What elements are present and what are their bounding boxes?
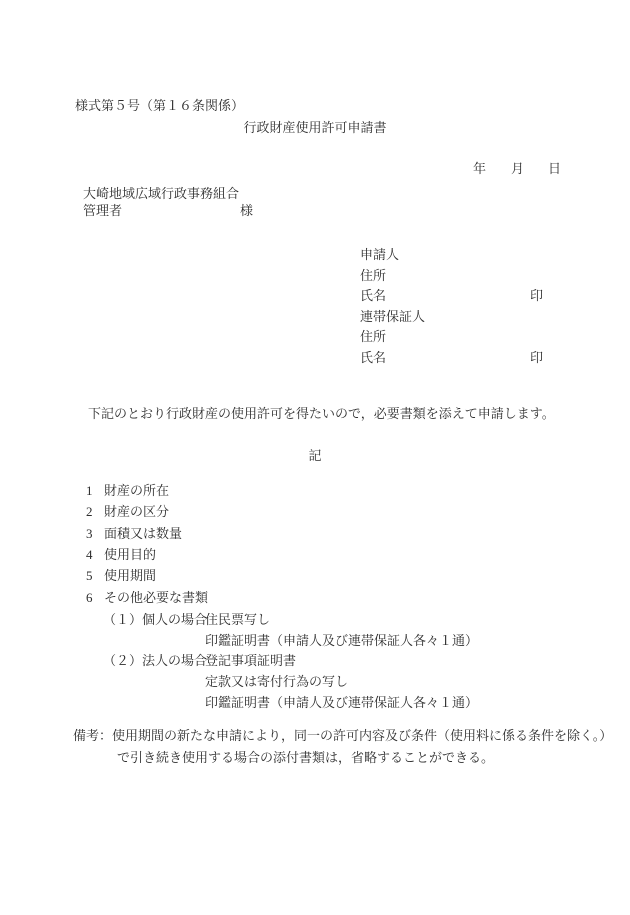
record-marker: 記 (308, 448, 322, 463)
date-month-label: 月 (511, 161, 525, 176)
remarks-line-2: で引き続き使用する場合の添付書類は，省略することができる。 (117, 750, 495, 765)
sub-item-row (103, 612, 563, 627)
remarks-line-1: 備考：使用期間の新たな申請により，同一の許可内容及び条件（使用料に係る条件を除く。） (73, 728, 613, 743)
list-item (86, 547, 526, 562)
item-label: 面積又は数量 (104, 526, 183, 541)
sub-item-text: 印鑑証明書（申請人及び連帯保証人各々１通） (205, 695, 479, 710)
item-label: 財産の区分 (104, 504, 170, 519)
date-day-label: 日 (548, 161, 562, 176)
sub-item-text: 印鑑証明書（申請人及び連帯保証人各々１通） (205, 633, 479, 648)
item-number: 5 (86, 568, 93, 583)
addressee-honorific: 様 (240, 203, 254, 218)
applicant-label: 申請人 (360, 247, 400, 262)
sub-item-text: 定款又は寄付行為の写し (205, 674, 349, 689)
item-label: 財産の所在 (104, 483, 170, 498)
list-item (86, 504, 526, 519)
guarantor-address-label: 住所 (360, 329, 387, 344)
item-number: 6 (86, 590, 93, 605)
item-label: 使用期間 (104, 568, 157, 583)
applicant-seal-mark: 印 (530, 288, 544, 303)
page-title: 行政財産使用許可申請書 (243, 120, 387, 135)
guarantor-name-row (360, 350, 580, 365)
addressee-role: 管理者 (83, 203, 123, 218)
guarantor-seal-mark: 印 (530, 350, 544, 365)
addressee-row (83, 203, 383, 218)
applicant-name-label: 氏名 (360, 288, 387, 303)
applicant-name-row (360, 288, 580, 303)
sub-item-text: 住民票写し (205, 612, 271, 627)
guarantor-label: 連帯保証人 (360, 309, 426, 324)
item-label: その他必要な書類 (104, 590, 209, 605)
item-number: 1 (86, 483, 93, 498)
addressee-organization: 大崎地域広域行政事務組合 (83, 186, 240, 201)
item-number: 4 (86, 547, 93, 562)
list-item (86, 526, 526, 541)
sub-item-case-label: （１）個人の場合 (103, 612, 208, 627)
sub-item-case-label: （２）法人の場合 (103, 653, 208, 668)
applicant-address-label: 住所 (360, 268, 387, 283)
item-number: 2 (86, 504, 93, 519)
guarantor-name-label: 氏名 (360, 350, 387, 365)
date-year-label: 年 (473, 161, 487, 176)
item-number: 3 (86, 526, 93, 541)
list-item (86, 483, 526, 498)
sub-item-text: 登記事項証明書 (205, 653, 297, 668)
list-item (86, 568, 526, 583)
item-label: 使用目的 (104, 547, 157, 562)
list-item (86, 590, 526, 605)
body-statement: 下記のとおり行政財産の使用許可を得たいので，必要書類を添えて申請します。 (88, 406, 555, 421)
sub-item-row (103, 653, 563, 668)
form-number: 様式第５号（第１６条関係） (75, 98, 245, 113)
